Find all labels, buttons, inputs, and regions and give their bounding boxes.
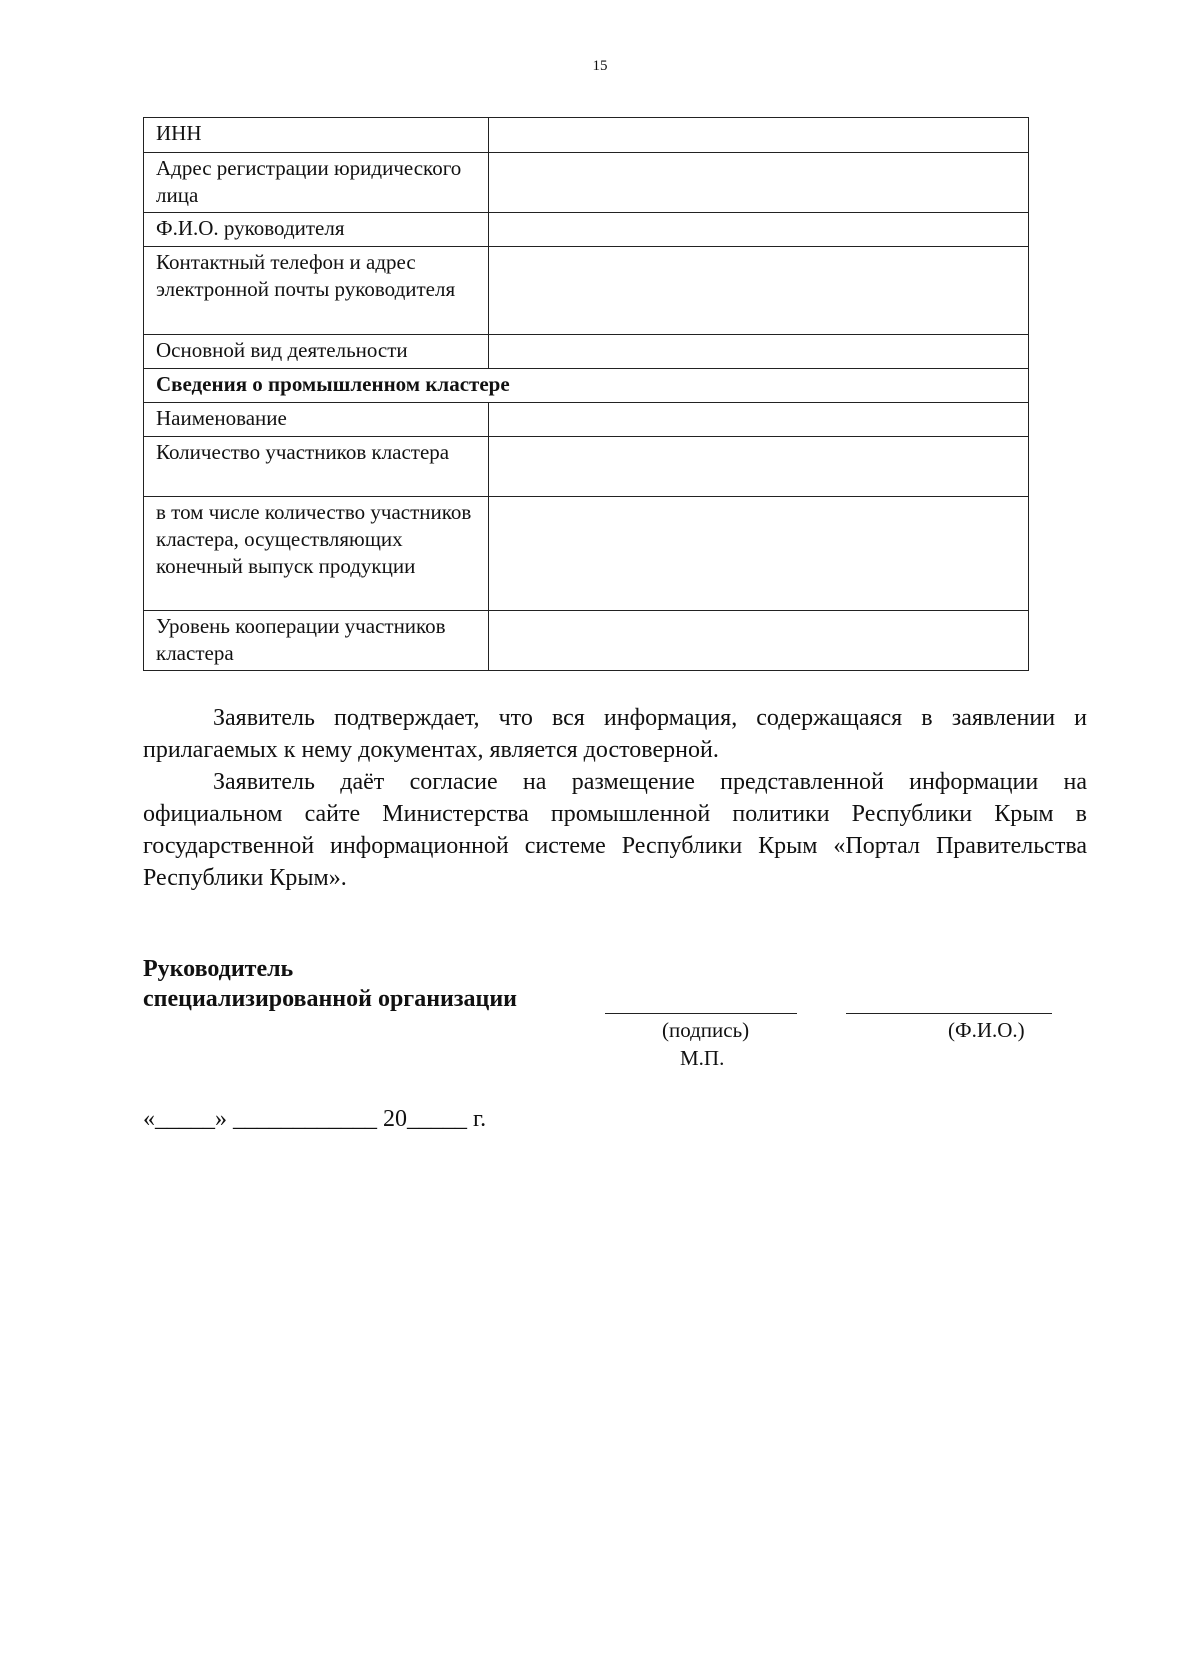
table-row <box>144 611 1029 671</box>
row-label: Основной вид деятельности <box>144 335 489 369</box>
table-row <box>144 437 1029 497</box>
row-label: Количество участников кластера <box>144 437 489 497</box>
signature-line <box>605 1013 797 1014</box>
signature-caption: (подпись) <box>662 1018 750 1042</box>
date-line: «_____» ____________ 20_____ г. <box>143 1106 487 1132</box>
row-value <box>489 153 1029 213</box>
paragraph-consent: Заявитель даёт согласие на размещение представленной информации на официальном сайте Министерства промышленной политики Республики Крым в государственной информационной системе Республики Крым «Портал Правительства Республики Крым». <box>143 769 1087 891</box>
row-label: Ф.И.О. руководителя <box>144 213 489 247</box>
row-value <box>489 497 1029 611</box>
row-value <box>489 213 1029 247</box>
row-label: Контактный телефон и адрес электронной почты руководителя <box>144 247 489 335</box>
name-caption: (Ф.И.О.) <box>948 1018 1025 1042</box>
name-line <box>846 1013 1052 1014</box>
row-label: ИНН <box>144 118 489 153</box>
stamp-label: М.П. <box>680 1046 725 1070</box>
table-row <box>144 497 1029 611</box>
row-value <box>489 611 1029 671</box>
table-row <box>144 247 1029 335</box>
row-label: Адрес регистрации юридического лица <box>144 153 489 213</box>
signatory-title-line1: Руководитель <box>143 956 294 982</box>
table-section-row <box>144 369 1029 403</box>
row-value <box>489 247 1029 335</box>
row-value <box>489 335 1029 369</box>
page-number: 15 <box>592 58 608 74</box>
row-label: в том числе количество участников кластера, осуществляющих конечный выпуск продукции <box>144 497 489 611</box>
row-value <box>489 437 1029 497</box>
table-row <box>144 153 1029 213</box>
row-value <box>489 118 1029 153</box>
signatory-title-line2: специализированной организации <box>143 986 517 1012</box>
table-row <box>144 403 1029 437</box>
cluster-info-table <box>143 117 1029 671</box>
section-heading: Сведения о промышленном кластере <box>144 369 1029 403</box>
table-row <box>144 118 1029 153</box>
row-label: Наименование <box>144 403 489 437</box>
table-row <box>144 335 1029 369</box>
paragraph-confirmation: Заявитель подтверждает, что вся информация, содержащаяся в заявлении и прилагаемых к нему документах, является достоверной. <box>143 705 1087 763</box>
row-value <box>489 403 1029 437</box>
table-row <box>144 213 1029 247</box>
row-label: Уровень кооперации участников кластера <box>144 611 489 671</box>
